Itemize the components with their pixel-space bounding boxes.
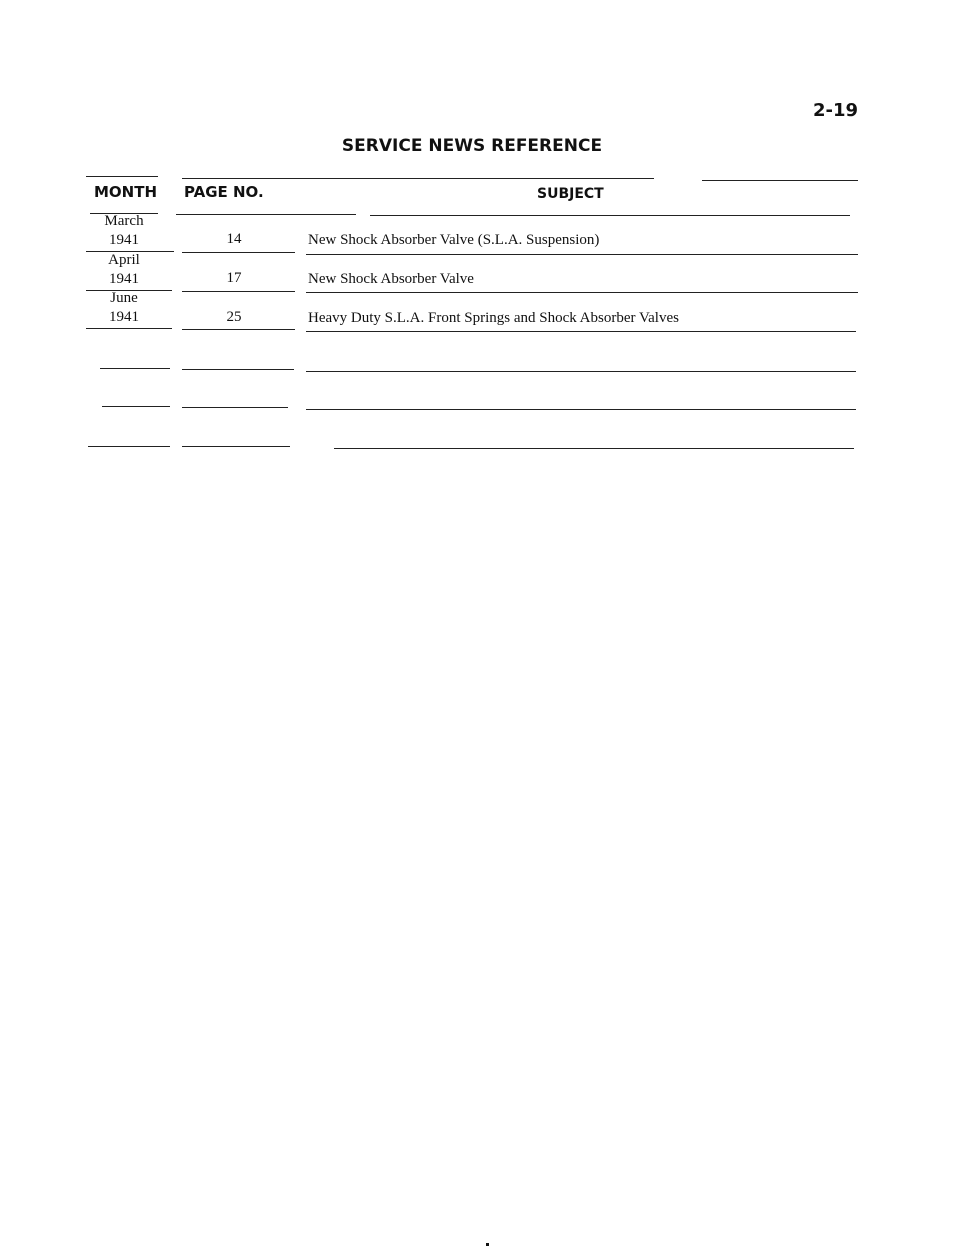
- empty-row-rule: [88, 446, 170, 447]
- empty-row-rule: [100, 368, 170, 369]
- column-header-month: MONTH: [94, 183, 158, 201]
- row-subject: Heavy Duty S.L.A. Front Springs and Shock Absorber Valves: [308, 310, 679, 326]
- header-bottom-rule-page: [176, 214, 356, 215]
- header-top-rule-page: [182, 178, 654, 179]
- empty-row-rule: [334, 448, 854, 449]
- row-page-number: 17: [226, 270, 242, 286]
- row-month: [86, 212, 162, 250]
- header-top-rule-subject: [702, 180, 858, 181]
- header-top-rule-month: [86, 176, 158, 177]
- empty-row-rule: [306, 371, 856, 372]
- row-divider: [306, 331, 856, 332]
- row-divider: [306, 254, 858, 255]
- row-divider: [86, 328, 172, 329]
- empty-row-rule: [306, 409, 856, 410]
- row-month: [86, 289, 162, 327]
- row-month-year: 1941: [109, 309, 139, 325]
- page-speck: [486, 1243, 489, 1246]
- row-month-name: March: [104, 213, 144, 229]
- row-divider: [306, 292, 858, 293]
- header-bottom-rule-subject: [370, 215, 850, 216]
- column-header-subject: SUBJECT: [537, 186, 604, 202]
- page-number: 2-19: [812, 100, 858, 121]
- empty-row-rule: [182, 369, 294, 370]
- row-page-number: 14: [226, 231, 242, 247]
- empty-row-rule: [102, 406, 170, 407]
- page-title: SERVICE NEWS REFERENCE: [341, 136, 603, 156]
- column-header-page: PAGE NO.: [184, 183, 264, 201]
- row-subject: New Shock Absorber Valve (S.L.A. Suspension): [308, 232, 600, 248]
- row-subject: New Shock Absorber Valve: [308, 271, 474, 287]
- row-month-name: April: [108, 252, 140, 268]
- empty-row-rule: [182, 407, 288, 408]
- row-month-year: 1941: [109, 271, 139, 287]
- row-month-year: 1941: [109, 232, 139, 248]
- empty-row-rule: [182, 446, 290, 447]
- row-divider: [182, 329, 295, 330]
- row-month: [86, 251, 162, 289]
- row-divider: [182, 291, 295, 292]
- row-page-number: 25: [226, 309, 242, 325]
- row-month-name: June: [110, 290, 138, 306]
- row-divider: [182, 252, 295, 253]
